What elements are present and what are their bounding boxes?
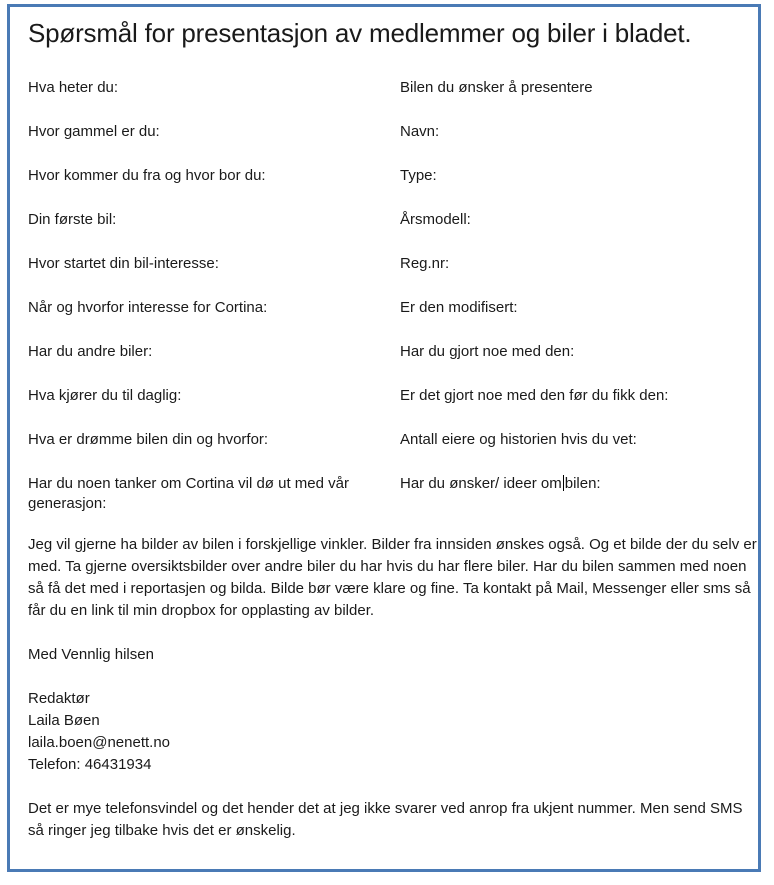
signature-role: Redaktør [28, 690, 90, 707]
signature-name: Laila Bøen [28, 712, 100, 729]
question-car-present: Bilen du ønsker å presentere [400, 79, 593, 96]
question-age: Hvor gammel er du: [28, 123, 160, 140]
question-car-work: Har du gjort noe med den: [400, 343, 575, 360]
question-car-wishes-end: bilen: [564, 475, 601, 492]
question-car-name: Navn: [400, 123, 440, 140]
question-first-car: Din første bil: [28, 211, 117, 228]
greeting: Med Vennlig hilsen [28, 646, 154, 663]
question-name: Hva heter du: [28, 79, 119, 96]
page-title: Spørsmål for presentasjon av medlemmer og biler i bladet. [28, 18, 692, 48]
question-car-modified: Er den modifisert: [400, 299, 518, 316]
document-frame [7, 4, 761, 872]
footer-note: Det er mye telefonsvindel og det hender det at jeg ikke svarer ved anrop fra ukjent nummer. Men send SMS så ringer jeg tilbake hvis det er ønskelig. [28, 800, 743, 839]
signature-phone: Telefon: 46431934 [28, 756, 152, 773]
question-car-prior-work: Er det gjort noe med den før du fikk den: [400, 387, 669, 404]
question-origin: Hvor kommer du fra og hvor bor du: [28, 167, 266, 184]
signature-block [28, 688, 760, 776]
question-daily-driver: Hva kjører du til daglig: [28, 387, 182, 404]
question-other-cars: Har du andre biler: [28, 343, 153, 360]
signature-email: laila.boen@nenett.no [28, 734, 171, 751]
question-car-owners: Antall eiere og historien hvis du vet: [400, 431, 637, 448]
question-dream-car: Hva er drømme bilen din og hvorfor: [28, 431, 269, 448]
question-car-type: Type: [400, 167, 437, 184]
question-car-year: Årsmodell: [400, 211, 471, 228]
photo-instructions: Jeg vil gjerne ha bilder av bilen i forskjellige vinkler. Bilder fra innsiden ønskes også. Og et bilde der du selv er med. Ta gjerne oversiktsbilder over andre biler du har hvis du har flere biler. Har du bilen sammen med noen så få det med i reportasjen og bilda. Bilde bør være klare og fine. Ta kontakt på Mail, Messenger eller sms så får du en link til min dropbox for opplasting av bilder. [28, 536, 757, 619]
question-cortina-interest: Når og hvorfor interesse for Cortina: [28, 299, 268, 316]
question-cortina-future: Har du noen tanker om Cortina vil dø ut med vår generasjon: [28, 475, 349, 512]
question-car-wishes [400, 474, 750, 494]
question-car-interest: Hvor startet din bil-interesse: [28, 255, 219, 272]
question-car-wishes-start: Har du ønsker/ ideer om [400, 475, 562, 492]
question-car-reg: Reg.nr: [400, 255, 450, 272]
text-cursor [563, 475, 564, 491]
